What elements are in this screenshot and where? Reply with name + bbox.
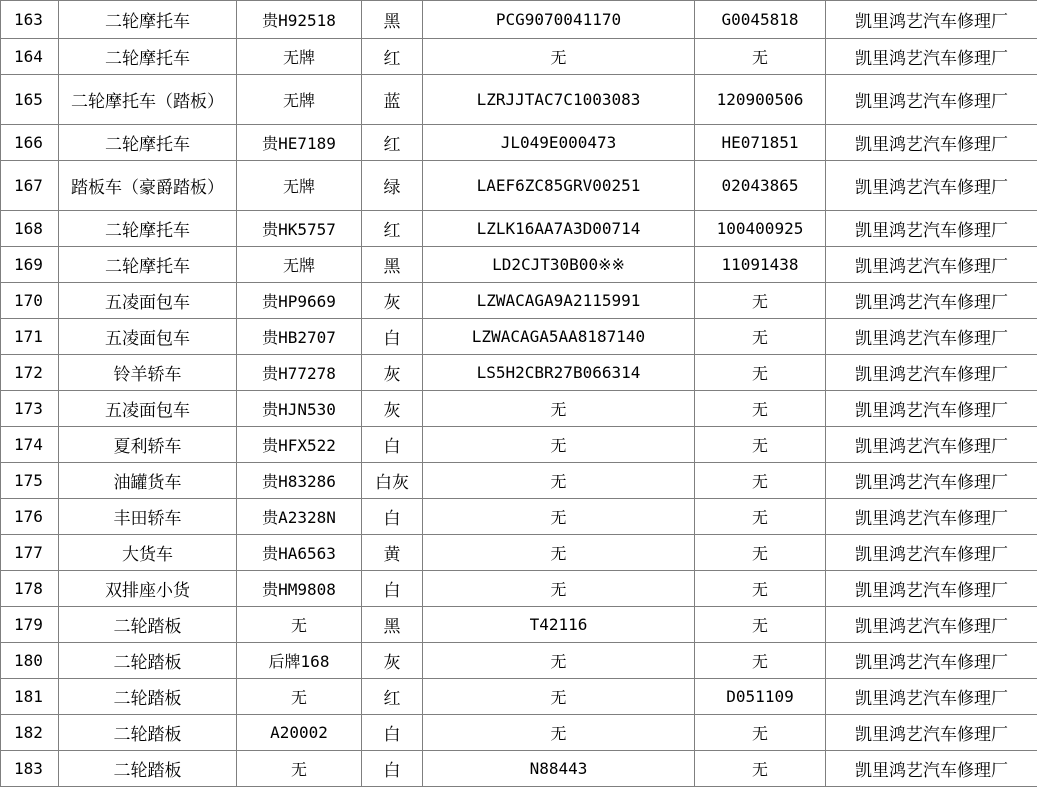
cell-vin: LZLK16AA7A3D00714 [423, 211, 695, 247]
cell-number: 171 [1, 319, 59, 355]
cell-color: 白 [362, 751, 423, 787]
cell-engine-no: 无 [695, 643, 826, 679]
cell-engine-no: 11091438 [695, 247, 826, 283]
table-row [1, 211, 1037, 247]
cell-number: 166 [1, 125, 59, 161]
cell-number: 164 [1, 39, 59, 75]
cell-number: 163 [1, 1, 59, 39]
table-row [1, 607, 1037, 643]
cell-number: 172 [1, 355, 59, 391]
cell-color: 红 [362, 211, 423, 247]
cell-plate: 贵HJN530 [237, 391, 362, 427]
cell-vin: LAEF6ZC85GRV00251 [423, 161, 695, 211]
cell-number: 167 [1, 161, 59, 211]
cell-vin: N88443 [423, 751, 695, 787]
cell-plate: 后牌168 [237, 643, 362, 679]
cell-location: 凯里鸿艺汽车修理厂 [826, 607, 1037, 643]
table-row [1, 427, 1037, 463]
cell-vin: JL049E000473 [423, 125, 695, 161]
cell-vin: 无 [423, 535, 695, 571]
cell-plate: 无牌 [237, 247, 362, 283]
cell-number: 179 [1, 607, 59, 643]
cell-vin: 无 [423, 643, 695, 679]
cell-location: 凯里鸿艺汽车修理厂 [826, 715, 1037, 751]
cell-engine-no: HE071851 [695, 125, 826, 161]
cell-location: 凯里鸿艺汽车修理厂 [826, 751, 1037, 787]
cell-vehicle-type: 踏板车（豪爵踏板） [59, 161, 237, 211]
cell-location: 凯里鸿艺汽车修理厂 [826, 125, 1037, 161]
cell-vehicle-type: 二轮摩托车 [59, 39, 237, 75]
cell-vehicle-type: 二轮踏板 [59, 643, 237, 679]
cell-color: 灰 [362, 355, 423, 391]
cell-engine-no: 无 [695, 607, 826, 643]
cell-number: 182 [1, 715, 59, 751]
cell-color: 灰 [362, 643, 423, 679]
cell-plate: 贵HB2707 [237, 319, 362, 355]
cell-vehicle-type: 双排座小货 [59, 571, 237, 607]
cell-vehicle-type: 大货车 [59, 535, 237, 571]
cell-plate: 贵H77278 [237, 355, 362, 391]
cell-number: 169 [1, 247, 59, 283]
cell-plate: 贵HK5757 [237, 211, 362, 247]
table-row [1, 125, 1037, 161]
cell-vehicle-type: 油罐货车 [59, 463, 237, 499]
cell-location: 凯里鸿艺汽车修理厂 [826, 283, 1037, 319]
table-row [1, 571, 1037, 607]
cell-vehicle-type: 铃羊轿车 [59, 355, 237, 391]
table-row [1, 463, 1037, 499]
cell-number: 175 [1, 463, 59, 499]
cell-color: 绿 [362, 161, 423, 211]
cell-number: 170 [1, 283, 59, 319]
cell-vin: T42116 [423, 607, 695, 643]
cell-engine-no: 无 [695, 427, 826, 463]
cell-vin: LS5H2CBR27B066314 [423, 355, 695, 391]
cell-engine-no: 无 [695, 319, 826, 355]
cell-number: 183 [1, 751, 59, 787]
cell-vin: 无 [423, 571, 695, 607]
cell-vehicle-type: 夏利轿车 [59, 427, 237, 463]
cell-vehicle-type: 二轮摩托车 [59, 125, 237, 161]
cell-number: 174 [1, 427, 59, 463]
cell-vehicle-type: 二轮摩托车 [59, 1, 237, 39]
cell-vin: 无 [423, 463, 695, 499]
cell-engine-no: 无 [695, 571, 826, 607]
cell-vin: LZRJJTAC7C1003083 [423, 75, 695, 125]
cell-vin: 无 [423, 715, 695, 751]
cell-number: 176 [1, 499, 59, 535]
table-row [1, 319, 1037, 355]
cell-engine-no: 无 [695, 751, 826, 787]
cell-plate: 无 [237, 607, 362, 643]
cell-plate: 无牌 [237, 75, 362, 125]
cell-vin: 无 [423, 499, 695, 535]
table-row [1, 161, 1037, 211]
cell-location: 凯里鸿艺汽车修理厂 [826, 1, 1037, 39]
cell-engine-no: 无 [695, 391, 826, 427]
cell-color: 白 [362, 319, 423, 355]
cell-plate: 贵HE7189 [237, 125, 362, 161]
cell-vin: LZWACAGA5AA8187140 [423, 319, 695, 355]
table-row [1, 391, 1037, 427]
cell-color: 黑 [362, 1, 423, 39]
table-row [1, 715, 1037, 751]
cell-vin: 无 [423, 679, 695, 715]
cell-location: 凯里鸿艺汽车修理厂 [826, 679, 1037, 715]
cell-color: 白 [362, 715, 423, 751]
cell-engine-no: 无 [695, 355, 826, 391]
cell-color: 黑 [362, 247, 423, 283]
cell-number: 165 [1, 75, 59, 125]
cell-location: 凯里鸿艺汽车修理厂 [826, 571, 1037, 607]
cell-vehicle-type: 五凌面包车 [59, 391, 237, 427]
cell-engine-no: 无 [695, 283, 826, 319]
cell-plate: A20002 [237, 715, 362, 751]
cell-vin: 无 [423, 39, 695, 75]
cell-vehicle-type: 二轮摩托车 [59, 247, 237, 283]
cell-vehicle-type: 二轮踏板 [59, 715, 237, 751]
cell-color: 灰 [362, 391, 423, 427]
cell-number: 173 [1, 391, 59, 427]
cell-engine-no: 无 [695, 463, 826, 499]
cell-vin: 无 [423, 391, 695, 427]
cell-location: 凯里鸿艺汽车修理厂 [826, 247, 1037, 283]
cell-color: 白灰 [362, 463, 423, 499]
cell-engine-no: D051109 [695, 679, 826, 715]
cell-plate: 贵H83286 [237, 463, 362, 499]
table-row [1, 499, 1037, 535]
cell-plate: 贵H92518 [237, 1, 362, 39]
cell-engine-no: 无 [695, 499, 826, 535]
cell-plate: 贵HP9669 [237, 283, 362, 319]
cell-color: 灰 [362, 283, 423, 319]
cell-vehicle-type: 二轮踏板 [59, 607, 237, 643]
table-row [1, 751, 1037, 787]
cell-location: 凯里鸿艺汽车修理厂 [826, 319, 1037, 355]
cell-engine-no: 02043865 [695, 161, 826, 211]
table-row [1, 283, 1037, 319]
cell-vehicle-type: 五凌面包车 [59, 319, 237, 355]
cell-location: 凯里鸿艺汽车修理厂 [826, 39, 1037, 75]
cell-color: 红 [362, 39, 423, 75]
table-row [1, 535, 1037, 571]
cell-location: 凯里鸿艺汽车修理厂 [826, 211, 1037, 247]
cell-color: 黄 [362, 535, 423, 571]
cell-color: 黑 [362, 607, 423, 643]
cell-plate: 贵HM9808 [237, 571, 362, 607]
cell-vehicle-type: 二轮踏板 [59, 751, 237, 787]
cell-number: 168 [1, 211, 59, 247]
table-row [1, 355, 1037, 391]
cell-color: 蓝 [362, 75, 423, 125]
cell-plate: 贵A2328N [237, 499, 362, 535]
cell-location: 凯里鸿艺汽车修理厂 [826, 643, 1037, 679]
cell-color: 红 [362, 125, 423, 161]
cell-location: 凯里鸿艺汽车修理厂 [826, 75, 1037, 125]
cell-plate: 无牌 [237, 39, 362, 75]
table-row [1, 1, 1037, 39]
cell-engine-no: 100400925 [695, 211, 826, 247]
cell-location: 凯里鸿艺汽车修理厂 [826, 427, 1037, 463]
cell-number: 180 [1, 643, 59, 679]
cell-vehicle-type: 二轮踏板 [59, 679, 237, 715]
cell-plate: 贵HA6563 [237, 535, 362, 571]
cell-engine-no: 120900506 [695, 75, 826, 125]
cell-vehicle-type: 二轮摩托车 [59, 211, 237, 247]
cell-plate: 无 [237, 751, 362, 787]
cell-location: 凯里鸿艺汽车修理厂 [826, 463, 1037, 499]
cell-engine-no: 无 [695, 715, 826, 751]
table-row [1, 75, 1037, 125]
cell-location: 凯里鸿艺汽车修理厂 [826, 535, 1037, 571]
cell-color: 白 [362, 571, 423, 607]
cell-vin: LZWACAGA9A2115991 [423, 283, 695, 319]
cell-engine-no: 无 [695, 39, 826, 75]
cell-plate: 无 [237, 679, 362, 715]
cell-vehicle-type: 丰田轿车 [59, 499, 237, 535]
cell-color: 白 [362, 499, 423, 535]
cell-number: 178 [1, 571, 59, 607]
cell-engine-no: G0045818 [695, 1, 826, 39]
cell-engine-no: 无 [695, 535, 826, 571]
cell-vehicle-type: 五凌面包车 [59, 283, 237, 319]
cell-number: 181 [1, 679, 59, 715]
cell-location: 凯里鸿艺汽车修理厂 [826, 161, 1037, 211]
cell-color: 红 [362, 679, 423, 715]
cell-vehicle-type: 二轮摩托车（踏板） [59, 75, 237, 125]
table-body [1, 1, 1037, 787]
cell-location: 凯里鸿艺汽车修理厂 [826, 355, 1037, 391]
cell-vin: 无 [423, 427, 695, 463]
cell-vin: LD2CJT30B00※※ [423, 247, 695, 283]
table-row [1, 247, 1037, 283]
cell-color: 白 [362, 427, 423, 463]
table-row [1, 643, 1037, 679]
cell-plate: 无牌 [237, 161, 362, 211]
cell-vin: PCG9070041170 [423, 1, 695, 39]
cell-number: 177 [1, 535, 59, 571]
cell-plate: 贵HFX522 [237, 427, 362, 463]
cell-location: 凯里鸿艺汽车修理厂 [826, 391, 1037, 427]
table-row [1, 679, 1037, 715]
cell-location: 凯里鸿艺汽车修理厂 [826, 499, 1037, 535]
table-row [1, 39, 1037, 75]
